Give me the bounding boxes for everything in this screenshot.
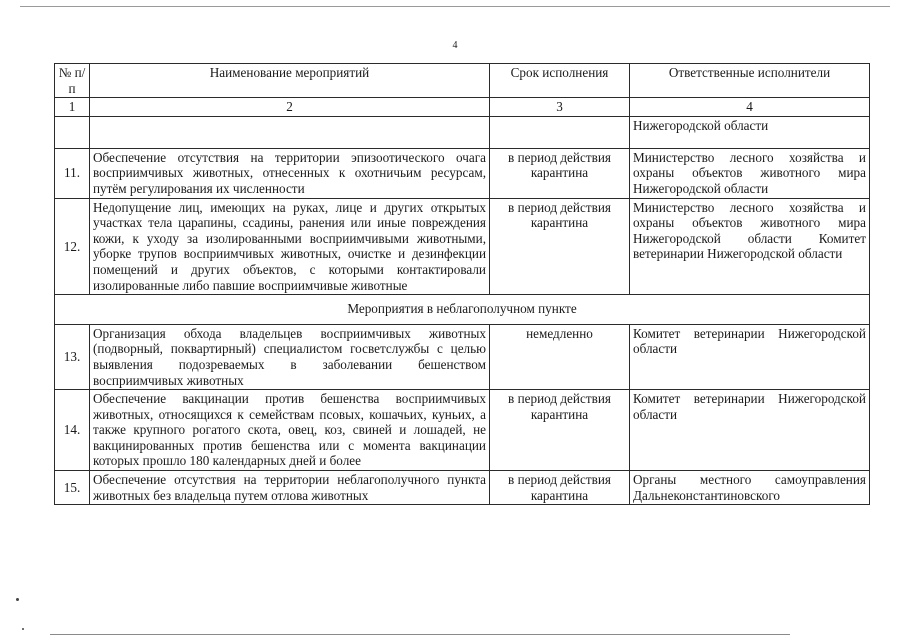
measures-table (54, 63, 870, 505)
table-row (55, 390, 870, 471)
row-responsible: Комитет ветеринарии Нижегородской области (630, 390, 870, 471)
column-index-row (55, 98, 870, 117)
row-activity: Организация обхода владельцев восприимчивых животных (подворный, поквартирный) специалистом госветслужбы с целью выявления подозреваемых в заболевании бешенством восприимчивых животных (90, 324, 490, 389)
row-activity: Недопущение лиц, имеющих на руках, лице и других открытых участках тела царапины, ссадины, ранения или иные повреждения кожи, к уходу за изолированными восприимчивыми животными, уборке трупов восприимчивых животных, очистке и дезинфекции помещений и других объектов, с которыми контактировали изолированные либо павшие восприимчивые животные (90, 198, 490, 295)
header-deadline: Срок исполнения (490, 64, 630, 98)
row-activity: Обеспечение отсутствия на территории неблагополучного пункта животных без владельца путем отлова животных (90, 471, 490, 505)
top-scan-line (20, 6, 890, 7)
table-row (55, 148, 870, 198)
table-row (55, 471, 870, 505)
index-1: 1 (55, 98, 90, 117)
table-row-continuation (55, 116, 870, 148)
row-responsible: Министерство лесного хозяйства и охраны объектов животного мира Нижегородской области Комитет ветеринарии Нижегородской области (630, 198, 870, 295)
row-responsible: Министерство лесного хозяйства и охраны объектов животного мира Нижегородской области (630, 148, 870, 198)
row-deadline: в период действия карантина (490, 148, 630, 198)
section-row (55, 295, 870, 325)
table-row (55, 198, 870, 295)
row-activity: Обеспечение отсутствия на территории эпизоотического очага восприимчивых животных, отнесенных к охотничьим ресурсам, путём регулирования их численности (90, 148, 490, 198)
header-responsible: Ответственные исполнители (630, 64, 870, 98)
scan-speck (22, 628, 24, 630)
row-num: 14. (55, 390, 90, 471)
header-num: № п/п (55, 64, 90, 98)
header-activity: Наименование мероприятий (90, 64, 490, 98)
row-num: 12. (55, 198, 90, 295)
index-3: 3 (490, 98, 630, 117)
section-title: Мероприятия в неблагополучном пункте (55, 295, 870, 325)
cont-num (55, 116, 90, 148)
cont-responsible: Нижегородской области (630, 116, 870, 148)
cont-activity (90, 116, 490, 148)
row-deadline: в период действия карантина (490, 471, 630, 505)
index-2: 2 (90, 98, 490, 117)
scan-speck (16, 598, 19, 601)
row-num: 13. (55, 324, 90, 389)
cont-deadline (490, 116, 630, 148)
row-num: 11. (55, 148, 90, 198)
page-number: 4 (452, 40, 458, 51)
index-4: 4 (630, 98, 870, 117)
table-row (55, 324, 870, 389)
row-responsible: Комитет ветеринарии Нижегородской области (630, 324, 870, 389)
row-deadline: в период действия карантина (490, 198, 630, 295)
row-activity: Обеспечение вакцинации против бешенства восприимчивых животных, относящихся к семействам псовых, кошачьих, куньих, а также крупного рогатого скота, овец, коз, свиней и лошадей, не вакцинированных против бешенства или с момента вакцинации которых прошло 180 календарных дней и более (90, 390, 490, 471)
header-row (55, 64, 870, 98)
row-num: 15. (55, 471, 90, 505)
bottom-scan-line (50, 634, 790, 635)
row-deadline: в период действия карантина (490, 390, 630, 471)
row-deadline: немедленно (490, 324, 630, 389)
row-responsible: Органы местного самоуправления Дальнеконстантиновского (630, 471, 870, 505)
